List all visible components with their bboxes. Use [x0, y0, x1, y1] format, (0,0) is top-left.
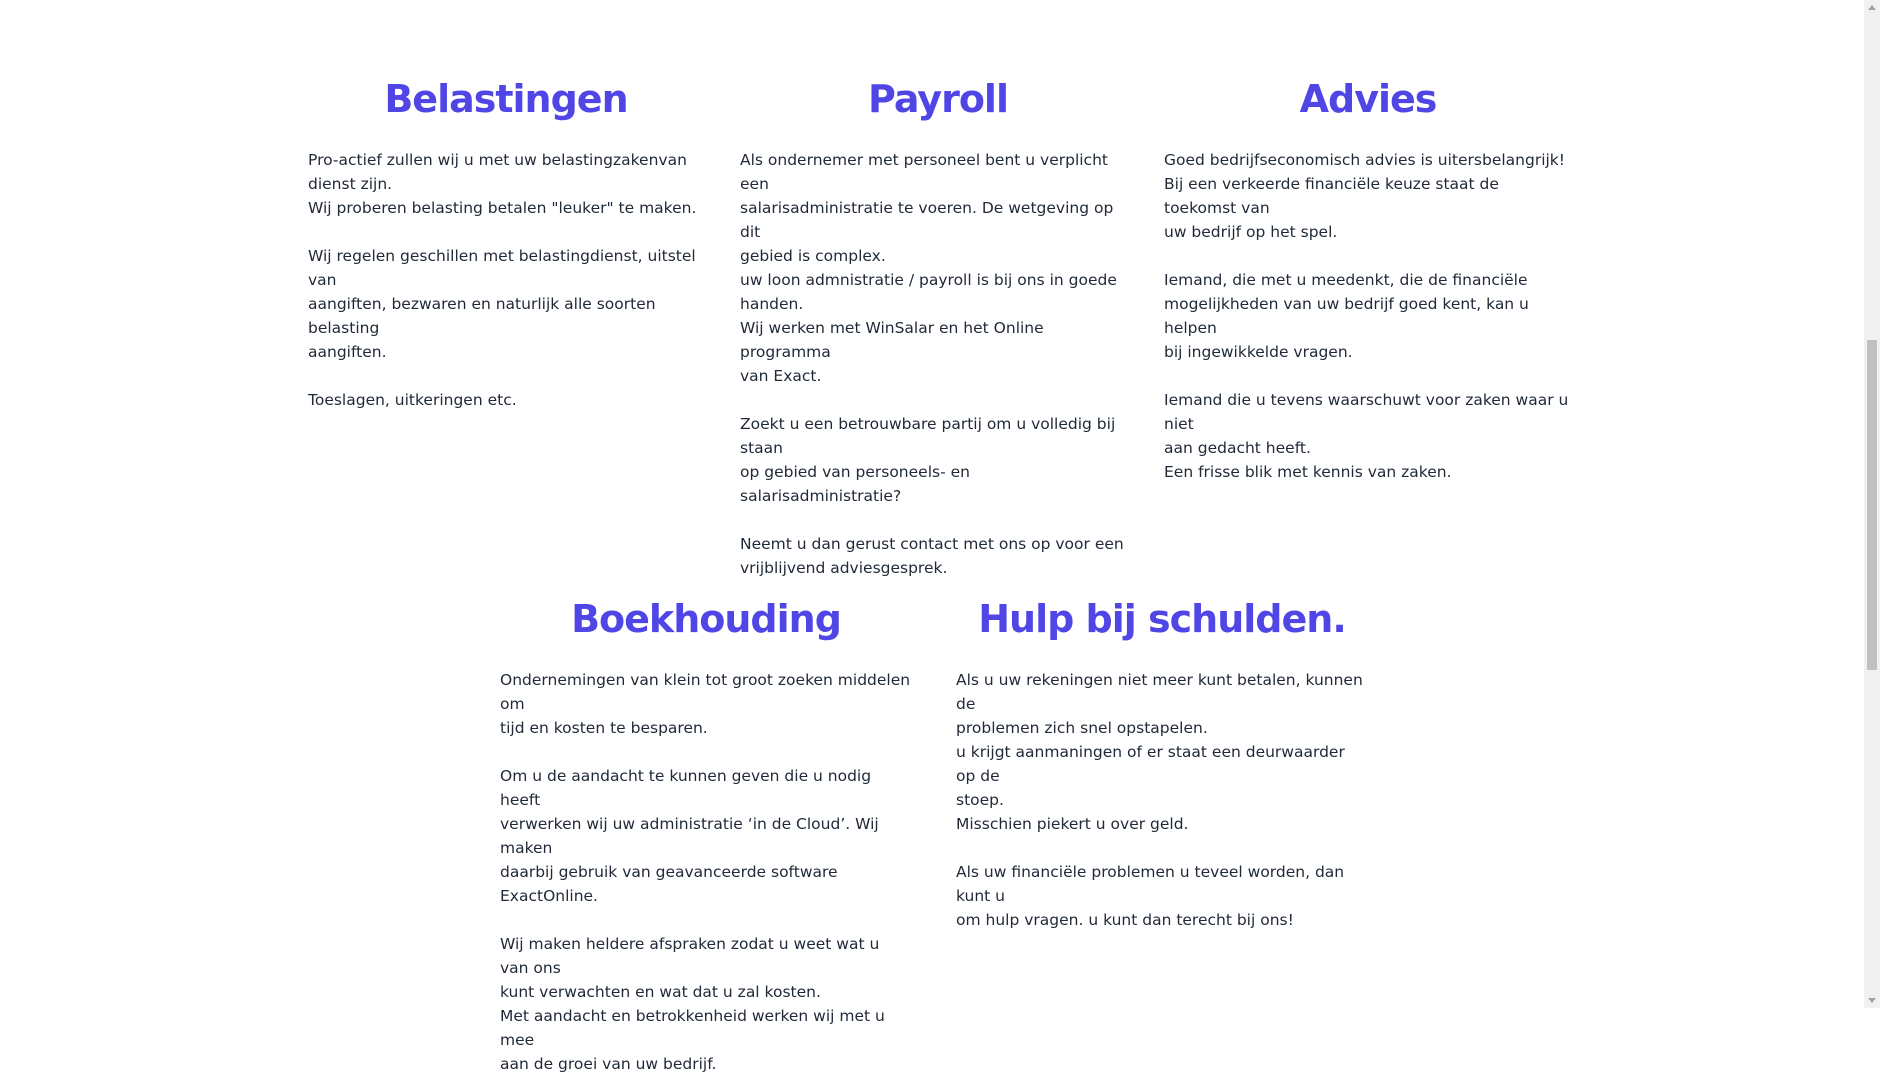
text-line: bij ingewikkelde vragen.: [1164, 343, 1353, 361]
section-payroll: [740, 77, 1136, 580]
scroll-up-arrow-icon[interactable]: [1868, 5, 1876, 10]
text-line: handen.: [740, 295, 804, 313]
scroll-down-arrow-icon[interactable]: [1868, 998, 1876, 1003]
text-line: Iemand, die met u meedenkt, die de financiële: [1164, 271, 1528, 289]
section-advies: [1164, 77, 1572, 484]
text-line: Bij een verkeerde financiële keuze staat de toekomst van: [1164, 175, 1499, 217]
vertical-scrollbar[interactable]: [1864, 0, 1880, 1008]
text-line: Wij werken met WinSalar en het Online programma: [740, 319, 1044, 361]
paragraph: [308, 388, 704, 412]
text-line: uw loon admnistratie / payroll is bij ons in goede: [740, 271, 1117, 289]
text-line: Iemand die u tevens waarschuwt voor zaken waar u niet: [1164, 391, 1569, 433]
text-line: Als u uw rekeningen niet meer kunt betalen, kunnen de: [956, 671, 1363, 713]
text-line: Met aandacht en betrokkenheid werken wij met u mee: [500, 1007, 885, 1049]
section-body: [500, 668, 912, 1076]
paragraph: [956, 860, 1368, 932]
text-line: Wij maken heldere afspraken zodat u weet wat u van ons: [500, 935, 880, 977]
text-line: Als uw financiële problemen u teveel worden, dan kunt u: [956, 863, 1345, 905]
paragraph: [308, 148, 704, 220]
paragraph: [1164, 388, 1572, 484]
section-body: [308, 148, 704, 412]
paragraph: [308, 244, 704, 364]
paragraph: [740, 532, 1136, 580]
section-hulp-bij-schulden: [956, 597, 1368, 932]
text-line: Wij proberen belasting betalen "leuker" te maken.: [308, 199, 697, 217]
paragraph: [1164, 268, 1572, 364]
section-title: Hulp bij schulden.: [978, 597, 1346, 641]
paragraph: [1164, 148, 1572, 244]
text-line: kunt verwachten en wat dat u zal kosten.: [500, 983, 821, 1001]
scrollbar-thumb[interactable]: [1867, 340, 1877, 670]
section-body: [740, 148, 1136, 580]
text-line: aangiften, bezwaren en naturlijk alle soorten belasting: [308, 295, 656, 337]
text-line: Ondernemingen van klein tot groot zoeken middelen om: [500, 671, 911, 713]
paragraph: [740, 148, 1136, 388]
text-line: van Exact.: [740, 367, 822, 385]
text-line: aan de groei van uw bedrijf.: [500, 1055, 717, 1073]
text-line: aan gedacht heeft.: [1164, 439, 1311, 457]
text-line: Als ondernemer met personeel bent u verplicht een: [740, 151, 1108, 193]
text-line: Pro-actief zullen wij u met uw belastingzakenvan: [308, 151, 687, 169]
paragraph: [740, 412, 1136, 508]
text-line: Zoekt u een betrouwbare partij om u volledig bij staan: [740, 415, 1116, 457]
section-belastingen: [308, 77, 704, 412]
text-line: op gebied van personeels- en salarisadministratie?: [740, 463, 970, 505]
text-line: u krijgt aanmaningen of er staat een deurwaarder op de: [956, 743, 1345, 785]
text-line: dienst zijn.: [308, 175, 393, 193]
text-line: aangiften.: [308, 343, 387, 361]
text-line: Toeslagen, uitkeringen etc.: [308, 391, 517, 409]
text-line: Wij regelen geschillen met belastingdienst, uitstel van: [308, 247, 696, 289]
text-line: tijd en kosten te besparen.: [500, 719, 708, 737]
text-line: problemen zich snel opstapelen.: [956, 719, 1208, 737]
text-line: om hulp vragen. u kunt dan terecht bij ons!: [956, 911, 1294, 929]
text-line: vrijblijvend adviesgesprek.: [740, 559, 948, 577]
text-line: daarbij gebruik van geavanceerde software ExactOnline.: [500, 863, 838, 905]
text-line: stoep.: [956, 791, 1004, 809]
text-line: verwerken wij uw administratie ‘in de Cloud’. Wij maken: [500, 815, 879, 857]
paragraph: [956, 668, 1368, 836]
section-body: [956, 668, 1368, 932]
text-line: Om u de aandacht te kunnen geven die u nodig heeft: [500, 767, 872, 809]
section-title: Advies: [1299, 77, 1437, 121]
section-boekhouding: [500, 597, 912, 1076]
text-line: Neemt u dan gerust contact met ons op voor een: [740, 535, 1124, 553]
text-line: uw bedrijf op het spel.: [1164, 223, 1338, 241]
text-line: salarisadministratie te voeren. De wetgeving op dit: [740, 199, 1114, 241]
paragraph: [500, 764, 912, 908]
section-title: Belastingen: [384, 77, 628, 121]
text-line: Goed bedrijfseconomisch advies is uitersbelangrijk!: [1164, 151, 1566, 169]
text-line: Misschien piekert u over geld.: [956, 815, 1189, 833]
paragraph: [500, 932, 912, 1076]
section-body: [1164, 148, 1572, 484]
section-title: Payroll: [868, 77, 1008, 121]
section-title: Boekhouding: [571, 597, 841, 641]
text-line: gebied is complex.: [740, 247, 886, 265]
paragraph: [500, 668, 912, 740]
text-line: Een frisse blik met kennis van zaken.: [1164, 463, 1452, 481]
text-line: mogelijkheden van uw bedrijf goed kent, kan u helpen: [1164, 295, 1529, 337]
